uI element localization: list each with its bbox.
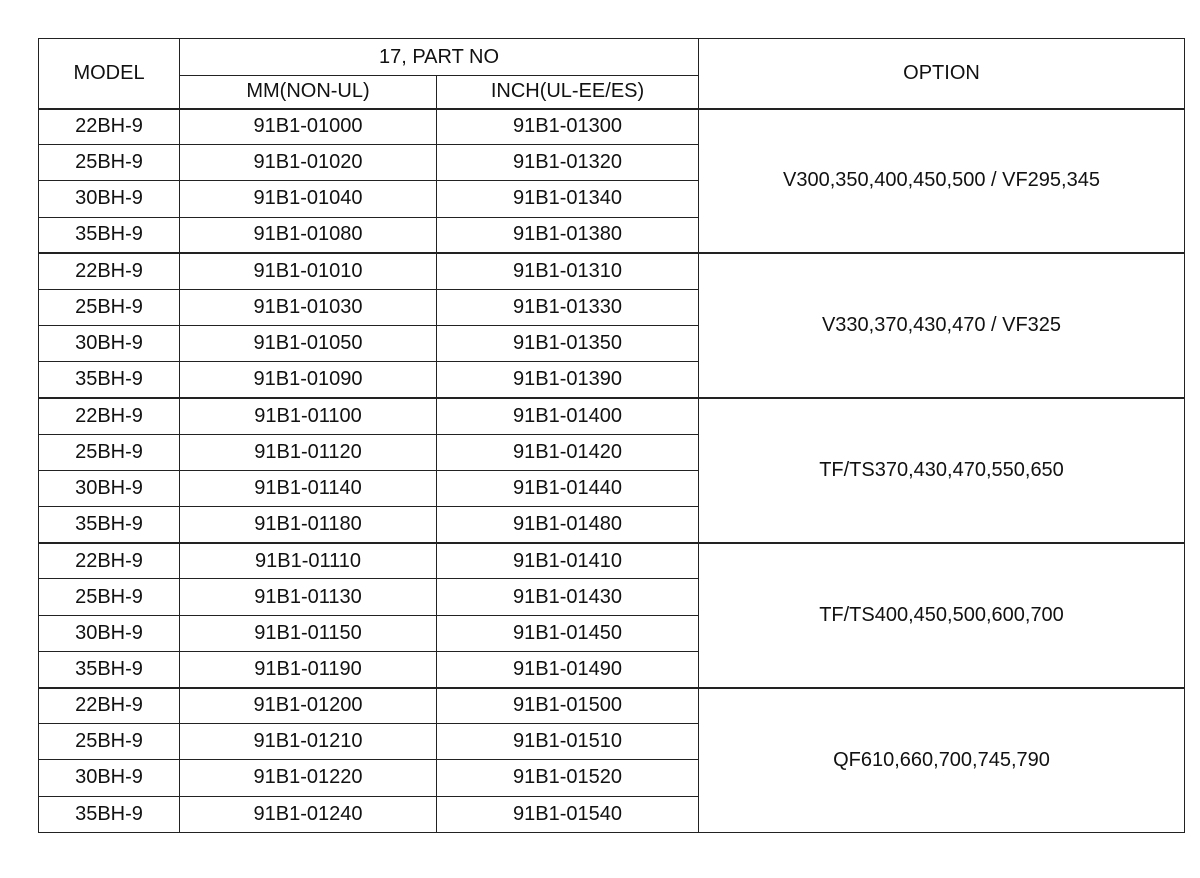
mm-part-cell: 91B1-01140 (180, 470, 437, 506)
mm-part-cell: 91B1-01190 (180, 651, 437, 687)
inch-part-cell: 91B1-01390 (437, 362, 699, 398)
mm-part-cell: 91B1-01150 (180, 615, 437, 651)
option-cell: TF/TS370,430,470,550,650 (699, 398, 1185, 543)
option-group (39, 253, 1185, 398)
table-row (39, 688, 1185, 724)
mm-part-cell: 91B1-01040 (180, 181, 437, 217)
header-mm: MM(NON-UL) (180, 76, 437, 109)
option-cell: V300,350,400,450,500 / VF295,345 (699, 109, 1185, 254)
inch-part-cell: 91B1-01430 (437, 579, 699, 615)
inch-part-cell: 91B1-01500 (437, 688, 699, 724)
model-cell: 35BH-9 (39, 217, 180, 253)
model-cell: 25BH-9 (39, 579, 180, 615)
inch-part-cell: 91B1-01450 (437, 615, 699, 651)
inch-part-cell: 91B1-01330 (437, 289, 699, 325)
inch-part-cell: 91B1-01510 (437, 724, 699, 760)
option-cell: QF610,660,700,745,790 (699, 688, 1185, 833)
model-cell: 22BH-9 (39, 398, 180, 434)
model-cell: 35BH-9 (39, 651, 180, 687)
mm-part-cell: 91B1-01090 (180, 362, 437, 398)
header-inch: INCH(UL-EE/ES) (437, 76, 699, 109)
mm-part-cell: 91B1-01220 (180, 760, 437, 796)
model-cell: 25BH-9 (39, 145, 180, 181)
header-option: OPTION (699, 39, 1185, 109)
inch-part-cell: 91B1-01540 (437, 796, 699, 832)
inch-part-cell: 91B1-01300 (437, 109, 699, 145)
model-cell: 22BH-9 (39, 543, 180, 579)
mm-part-cell: 91B1-01240 (180, 796, 437, 832)
mm-part-cell: 91B1-01120 (180, 434, 437, 470)
model-cell: 25BH-9 (39, 289, 180, 325)
option-group (39, 109, 1185, 254)
mm-part-cell: 91B1-01100 (180, 398, 437, 434)
mm-part-cell: 91B1-01000 (180, 109, 437, 145)
mm-part-cell: 91B1-01080 (180, 217, 437, 253)
option-group (39, 543, 1185, 688)
inch-part-cell: 91B1-01520 (437, 760, 699, 796)
inch-part-cell: 91B1-01400 (437, 398, 699, 434)
header-part-no: 17, PART NO (180, 39, 699, 76)
option-group (39, 398, 1185, 543)
model-cell: 30BH-9 (39, 470, 180, 506)
table-row (39, 398, 1185, 434)
inch-part-cell: 91B1-01490 (437, 651, 699, 687)
inch-part-cell: 91B1-01440 (437, 470, 699, 506)
mm-part-cell: 91B1-01200 (180, 688, 437, 724)
inch-part-cell: 91B1-01380 (437, 217, 699, 253)
model-cell: 35BH-9 (39, 362, 180, 398)
inch-part-cell: 91B1-01320 (437, 145, 699, 181)
inch-part-cell: 91B1-01340 (437, 181, 699, 217)
part-number-table (38, 38, 1185, 833)
model-cell: 22BH-9 (39, 109, 180, 145)
model-cell: 22BH-9 (39, 253, 180, 289)
inch-part-cell: 91B1-01410 (437, 543, 699, 579)
inch-part-cell: 91B1-01480 (437, 507, 699, 543)
table-row (39, 543, 1185, 579)
model-cell: 30BH-9 (39, 760, 180, 796)
mm-part-cell: 91B1-01030 (180, 289, 437, 325)
table-row (39, 109, 1185, 145)
header-model: MODEL (39, 39, 180, 109)
model-cell: 30BH-9 (39, 181, 180, 217)
option-group (39, 688, 1185, 833)
mm-part-cell: 91B1-01020 (180, 145, 437, 181)
inch-part-cell: 91B1-01420 (437, 434, 699, 470)
inch-part-cell: 91B1-01310 (437, 253, 699, 289)
mm-part-cell: 91B1-01210 (180, 724, 437, 760)
model-cell: 22BH-9 (39, 688, 180, 724)
option-cell: V330,370,430,470 / VF325 (699, 253, 1185, 398)
mm-part-cell: 91B1-01010 (180, 253, 437, 289)
model-cell: 35BH-9 (39, 507, 180, 543)
table-header (39, 39, 1185, 109)
mm-part-cell: 91B1-01180 (180, 507, 437, 543)
option-cell: TF/TS400,450,500,600,700 (699, 543, 1185, 688)
model-cell: 30BH-9 (39, 615, 180, 651)
model-cell: 25BH-9 (39, 724, 180, 760)
model-cell: 35BH-9 (39, 796, 180, 832)
mm-part-cell: 91B1-01130 (180, 579, 437, 615)
model-cell: 25BH-9 (39, 434, 180, 470)
table-row (39, 253, 1185, 289)
inch-part-cell: 91B1-01350 (437, 326, 699, 362)
mm-part-cell: 91B1-01050 (180, 326, 437, 362)
model-cell: 30BH-9 (39, 326, 180, 362)
mm-part-cell: 91B1-01110 (180, 543, 437, 579)
